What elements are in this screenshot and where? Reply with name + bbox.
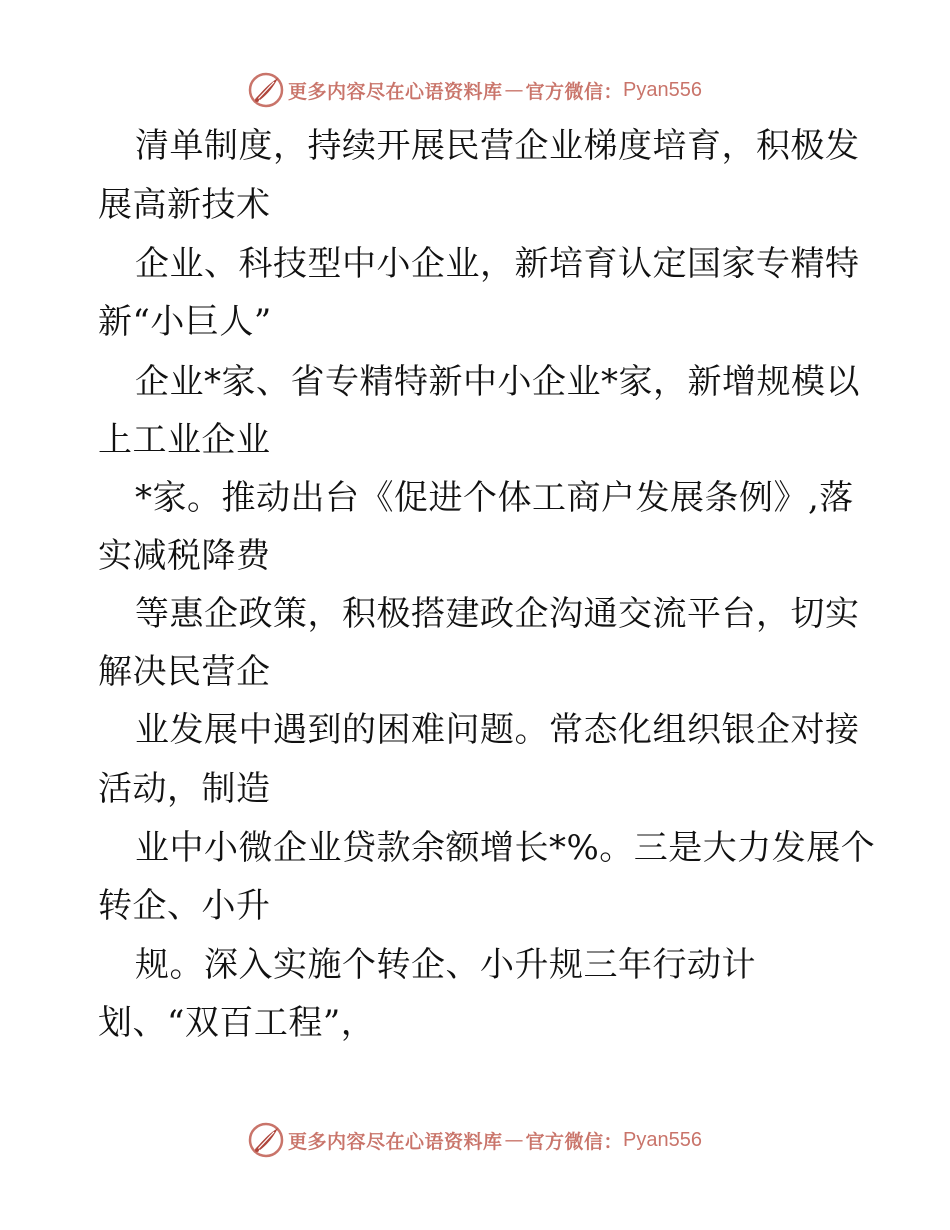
header-wechat-id: Pyan556 <box>623 78 702 101</box>
text-line: 上工业企业 <box>98 420 271 460</box>
text-line: 业发展中遇到的困难问题。常态化组织银企对接 <box>135 710 860 750</box>
text-line: 等惠企政策，积极搭建政企沟通交流平台，切实 <box>135 594 860 634</box>
page-header <box>0 70 950 110</box>
text-line: 实减税降费 <box>98 536 271 576</box>
text-line: 解决民营企 <box>98 652 271 692</box>
text-line: 新“小巨人” <box>98 302 272 342</box>
text-line: *家。推动出台《促进个体工商户发展条例》,落 <box>135 478 854 518</box>
text-line: 清单制度，持续开展民营企业梯度培育，积极发 <box>135 126 860 166</box>
header-wechat-label: 官方微信： <box>525 80 624 103</box>
text-line: 企业、科技型中小企业，新培育认定国家专精特 <box>135 244 860 284</box>
text-line: 业中小微企业贷款余额增长*%。三是大力发展个 <box>135 828 876 868</box>
footer-banner <box>248 1122 702 1158</box>
text-line: 展高新技术 <box>98 185 271 225</box>
feather-pen-icon <box>248 1122 284 1158</box>
text-line: 划、“双百工程”， <box>98 1003 376 1043</box>
text-line: 活动，制造 <box>98 769 271 809</box>
footer-dash: — <box>504 1129 524 1151</box>
header-site-name: 更多内容尽在心语资料库 <box>288 80 503 103</box>
text-line: 规。深入实施个转企、小升规三年行动计 <box>135 945 756 985</box>
footer-wechat-label: 官方微信： <box>525 1130 624 1153</box>
footer-site-name: 更多内容尽在心语资料库 <box>288 1130 503 1153</box>
text-line: 转企、小升 <box>98 886 271 926</box>
header-banner <box>248 72 702 108</box>
text-line: 企业*家、省专精特新中小企业*家，新增规模以 <box>135 362 860 402</box>
page-footer <box>0 1120 950 1160</box>
feather-pen-icon <box>248 72 284 108</box>
header-dash: — <box>504 79 524 101</box>
footer-wechat-id: Pyan556 <box>623 1128 702 1151</box>
